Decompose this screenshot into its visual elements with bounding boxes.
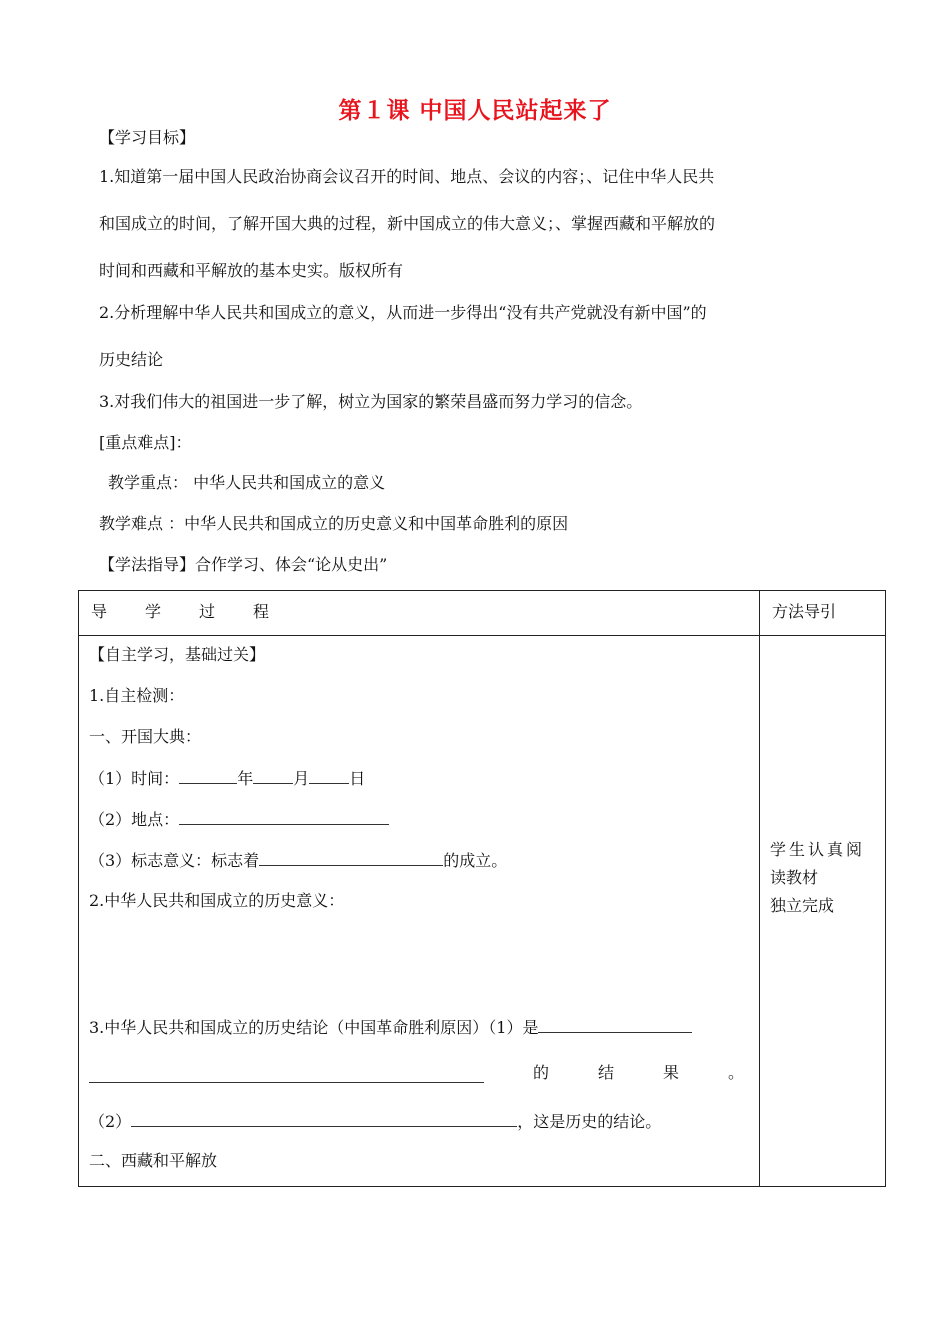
result-row: 的 结 果 。 xyxy=(89,1060,744,1083)
study-method: 【学法指导】合作学习、体会“论从史出” xyxy=(99,555,388,574)
guide-content-cell xyxy=(79,636,760,1187)
goal-1-line-1: 1.知道第一届中国人民政治协商会议召开的时间、地点、会议的内容；、记住中华人民共 xyxy=(99,167,715,186)
goal-3: 3.对我们伟大的祖国进一步了解，树立为国家的繁荣昌盛而努力学习的信念。 xyxy=(99,392,643,411)
teaching-focus: 教学重点： 中华人民共和国成立的意义 xyxy=(108,473,386,492)
section-title: 【自主学习，基础过关】 xyxy=(89,645,266,664)
goals-heading: 【学习目标】 xyxy=(99,128,196,147)
self-check: 1.自主检测： xyxy=(89,686,185,705)
conclusion-blank-2[interactable] xyxy=(89,1066,484,1083)
method-guide-cell xyxy=(760,636,886,1187)
historical-significance: 2.中华人民共和国成立的历史意义： xyxy=(89,891,345,910)
conclusion-blank-1[interactable] xyxy=(538,1016,692,1033)
time-row: （1）时间： 年 月 日 xyxy=(89,769,366,788)
goal-1-line-2: 和国成立的时间，了解开国大典的过程，新中国成立的伟大意义；、掌握西藏和平解放的 xyxy=(99,214,716,233)
year-blank[interactable] xyxy=(179,767,237,784)
historical-conclusion-row: 3.中华人民共和国成立的历史结论（中国革命胜利原因）（1）是 xyxy=(89,1016,692,1039)
guide-table xyxy=(78,590,886,1187)
teaching-difficulty: 教学难点 ：中华人民共和国成立的历史意义和中国革命胜利的原因 xyxy=(99,514,569,533)
goal-2-line-2: 历史结论 xyxy=(99,350,164,369)
day-blank[interactable] xyxy=(309,767,349,784)
header-method-guide: 方法导引 xyxy=(760,591,886,636)
part-1-heading: 一、开国大典： xyxy=(89,727,202,746)
place-row: （2）地点： xyxy=(89,808,389,831)
goal-1-line-3: 时间和西藏和平解放的基本史实。版权所有 xyxy=(99,261,404,280)
conclusion-2-row: （2） ，这是历史的结论。 xyxy=(89,1112,662,1131)
part-2-heading: 二、西藏和平解放 xyxy=(89,1151,218,1170)
header-guide-process: 导学过程 xyxy=(79,591,760,636)
place-blank[interactable] xyxy=(179,808,389,825)
page-title: 第１课 中国人民站起来了 xyxy=(338,98,612,124)
goal-2-line-1: 2.分析理解中华人民共和国成立的意义，从而进一步得出“没有共产党就没有新中国”的 xyxy=(99,303,707,322)
conclusion-blank-3[interactable] xyxy=(131,1110,517,1127)
meaning-row: （3）标志意义：标志着 的成立。 xyxy=(89,851,508,870)
key-points-heading: [重点难点]： xyxy=(99,433,192,452)
meaning-blank[interactable] xyxy=(259,849,443,866)
month-blank[interactable] xyxy=(253,767,293,784)
method-tip: 学生认真阅 读教材 独立完成 xyxy=(770,840,866,915)
